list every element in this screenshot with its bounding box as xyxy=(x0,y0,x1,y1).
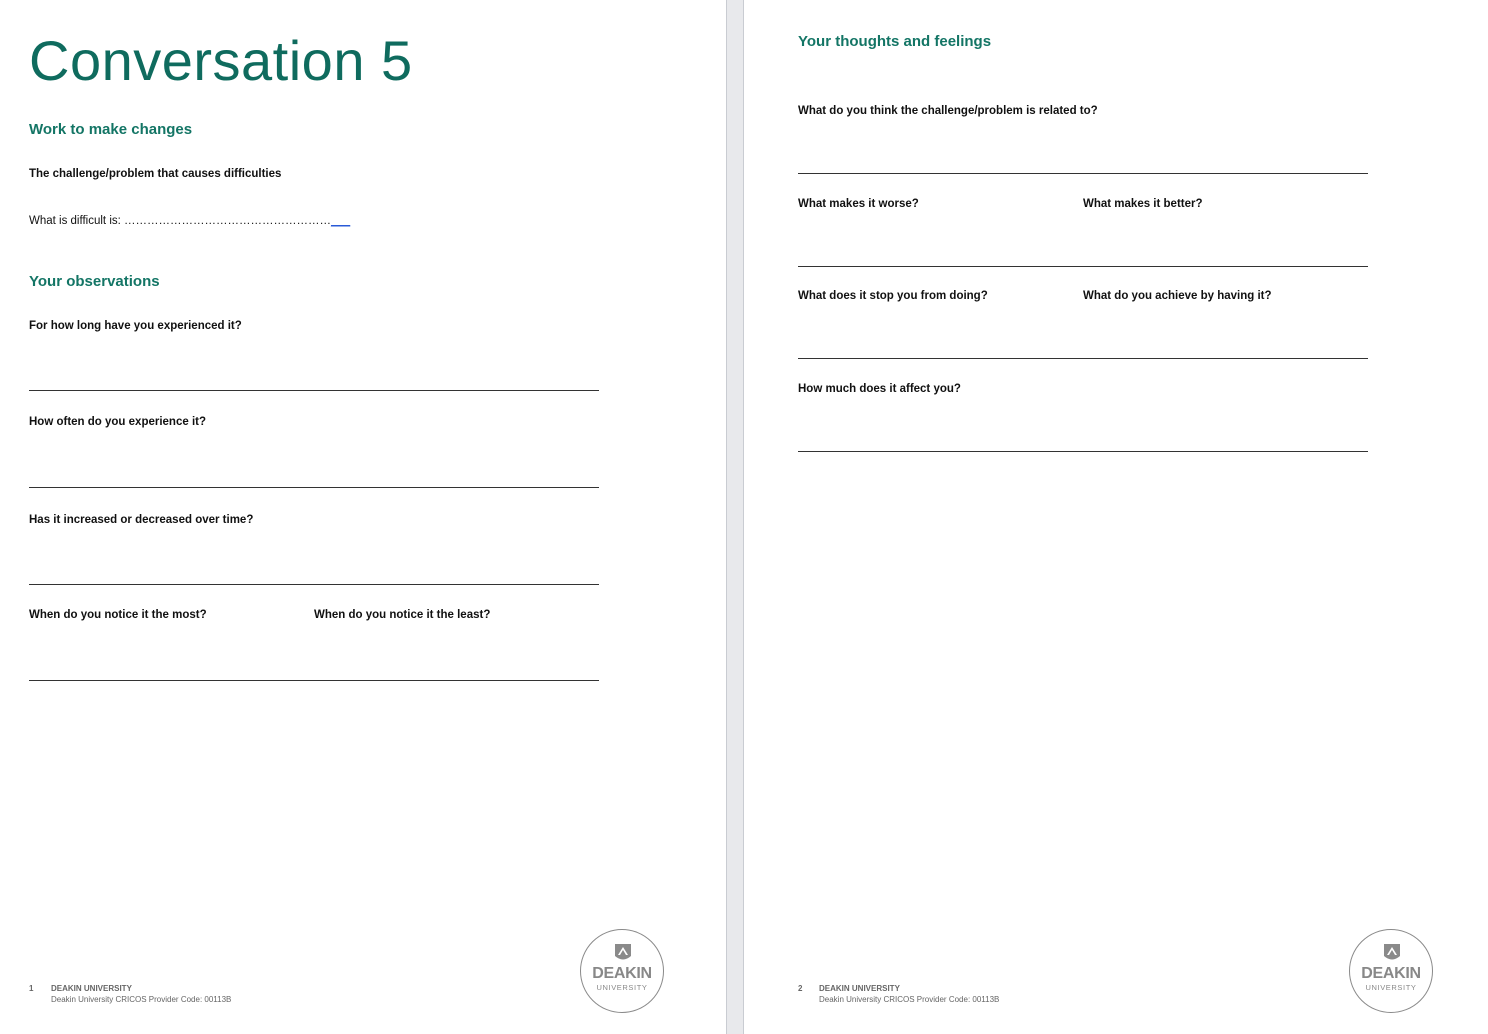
deakin-logo xyxy=(1349,929,1433,1013)
difficult-field-link[interactable]: ___ xyxy=(331,215,351,227)
question-increased: Has it increased or decreased over time? xyxy=(29,514,254,526)
logo-sub: UNIVERSITY xyxy=(1365,983,1417,992)
section-heading-changes: Work to make changes xyxy=(29,121,193,138)
answer-line-how-long[interactable] xyxy=(29,390,599,391)
question-better: What makes it better? xyxy=(1083,198,1203,210)
logo-name: DEAKIN xyxy=(592,965,652,982)
footer-provider-code: Deakin University CRICOS Provider Code: 00113B xyxy=(819,995,1000,1004)
footer-provider-code: Deakin University CRICOS Provider Code: 00113B xyxy=(51,995,232,1004)
question-related: What do you think the challenge/problem is related to? xyxy=(798,105,1098,117)
logo-sub: UNIVERSITY xyxy=(596,983,648,992)
deakin-logo xyxy=(580,929,664,1013)
page-title: Conversation 5 xyxy=(29,29,413,92)
question-affect: How much does it affect you? xyxy=(798,383,961,395)
question-achieve: What do you achieve by having it? xyxy=(1083,290,1272,302)
question-stop: What does it stop you from doing? xyxy=(798,290,988,302)
document-page-2 xyxy=(744,0,1488,1034)
question-how-often: How often do you experience it? xyxy=(29,416,206,428)
page-number: 1 xyxy=(29,984,34,993)
emblem-icon xyxy=(614,943,632,963)
logo-name: DEAKIN xyxy=(1361,965,1421,982)
question-notice-least: When do you notice it the least? xyxy=(314,609,491,621)
footer-org: DEAKIN UNIVERSITY xyxy=(51,984,132,993)
difficult-line[interactable] xyxy=(29,215,350,227)
section-heading-thoughts: Your thoughts and feelings xyxy=(798,33,992,50)
difficult-field[interactable]: ……………………………………………… xyxy=(124,215,332,227)
answer-line-stop-achieve[interactable] xyxy=(798,358,1368,359)
difficult-label: What is difficult is: xyxy=(29,215,125,227)
page-gutter xyxy=(726,0,744,1034)
answer-line-notice[interactable] xyxy=(29,680,599,681)
answer-line-affect[interactable] xyxy=(798,451,1368,452)
question-worse: What makes it worse? xyxy=(798,198,919,210)
footer-org: DEAKIN UNIVERSITY xyxy=(819,984,900,993)
document-page-1 xyxy=(0,0,726,1034)
question-notice-most: When do you notice it the most? xyxy=(29,609,207,621)
question-how-long: For how long have you experienced it? xyxy=(29,320,242,332)
section-heading-observations: Your observations xyxy=(29,273,160,290)
page-number: 2 xyxy=(798,984,803,993)
answer-line-worse-better[interactable] xyxy=(798,266,1368,267)
emblem-icon xyxy=(1383,943,1401,963)
answer-line-increased[interactable] xyxy=(29,584,599,585)
problem-label: The challenge/problem that causes difficulties xyxy=(29,168,282,180)
answer-line-related[interactable] xyxy=(798,173,1368,174)
answer-line-how-often[interactable] xyxy=(29,487,599,488)
